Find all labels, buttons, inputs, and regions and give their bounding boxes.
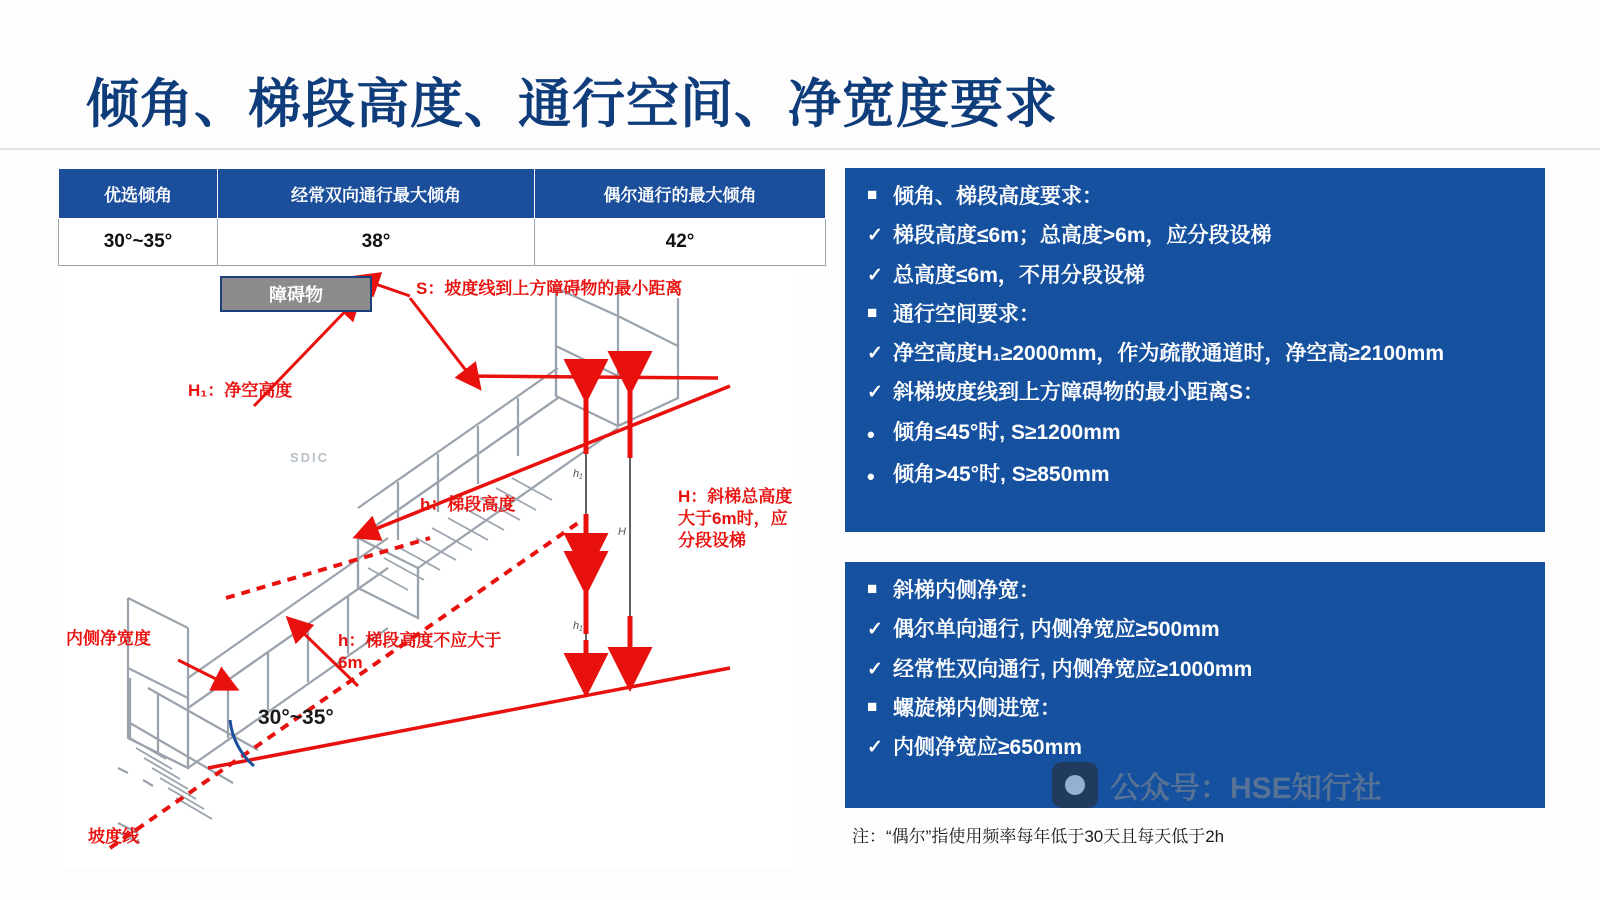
square-bullet-icon: ■ <box>867 696 878 716</box>
list-item <box>867 302 1523 328</box>
list-item-label: 偶尔单向通行, 内侧净宽应≥500mm <box>893 618 1220 642</box>
list-item-label: 斜梯内侧净宽： <box>893 579 1040 602</box>
table-header-cell: 偶尔通行的最大倾角 <box>535 169 826 219</box>
annotation-inner-clear-width: 内侧净宽度 <box>66 629 151 648</box>
list-item <box>867 341 1523 367</box>
list-item <box>867 263 1523 289</box>
list-item <box>867 420 1523 450</box>
list-item-label: 斜梯坡度线到上方障碍物的最小距离S： <box>893 381 1265 405</box>
list-item <box>867 578 1523 604</box>
check-bullet-icon: ✓ <box>867 737 883 758</box>
square-bullet-icon: ■ <box>867 302 878 322</box>
requirements-list <box>845 168 1545 492</box>
sdic-watermark: SDIC <box>290 450 330 465</box>
list-item <box>867 184 1523 210</box>
dot-bullet-icon: • <box>867 464 875 490</box>
wechat-logo-icon <box>1052 762 1098 808</box>
slope-line-dotted <box>110 523 578 848</box>
check-bullet-icon: ✓ <box>867 225 883 247</box>
annotation-h1-clear-height: H₁：净空高度 <box>188 381 293 400</box>
stair-diagram <box>58 268 798 868</box>
footnote: 注：“偶尔”指使用频率每年低于30天且每天低于2h <box>852 827 1225 846</box>
square-bullet-icon: ■ <box>867 579 878 598</box>
list-item-label: 梯段高度≤6m；总高度>6m，应分段设梯 <box>893 224 1272 248</box>
annotation-s-distance: S：坡度线到上方障碍物的最小距离 <box>416 279 683 298</box>
page-title: 倾角、梯段高度、通行空间、净宽度要求 <box>86 75 1058 134</box>
list-item-label: 倾角、梯段高度要求： <box>893 185 1103 208</box>
title-divider <box>0 148 1600 150</box>
dimension-h1-lower: h₁ <box>573 620 583 632</box>
list-item <box>867 223 1523 249</box>
list-item-label: 通行空间要求： <box>893 302 1040 326</box>
list-item-label: 螺旋梯内侧进宽： <box>893 696 1061 720</box>
table-cell: 38° <box>218 219 535 266</box>
list-item <box>867 657 1523 683</box>
table-header-cell: 经常双向通行最大倾角 <box>218 169 535 219</box>
check-bullet-icon: ✓ <box>867 343 883 364</box>
table-header-row <box>59 169 826 219</box>
annotation-angle-range: 30°~35° <box>258 706 334 729</box>
dot-bullet-icon: • <box>867 421 875 447</box>
check-bullet-icon: ✓ <box>867 658 883 680</box>
check-bullet-icon: ✓ <box>867 382 883 404</box>
list-item <box>867 617 1523 643</box>
check-bullet-icon: ✓ <box>867 264 883 286</box>
table-cell: 42° <box>535 219 826 266</box>
obstacle-label: 障碍物 <box>220 276 372 312</box>
annotation-h-flight-height: h：梯段高度 <box>420 495 516 514</box>
stair-drawing-svg <box>58 268 798 868</box>
annotation-slope-line: 坡度线 <box>88 827 139 846</box>
list-item <box>867 380 1523 406</box>
table-header-cell: 优选倾角 <box>59 169 218 219</box>
list-item-label: 倾角≤45°时, S≥1200mm <box>893 420 1121 444</box>
table-cell: 30°~35° <box>59 219 218 266</box>
list-item <box>867 735 1523 761</box>
list-item-label: 总高度≤6m，不用分段设梯 <box>893 263 1145 287</box>
angle-table <box>58 168 826 266</box>
annotation-h-total-height: H：斜梯总高度大于6m时，应分段设梯 <box>678 487 793 551</box>
list-item-label: 净空高度H₁≥2000mm，作为疏散通道时，净空高≥2100mm <box>893 342 1445 365</box>
list-item-label: 倾角>45°时, S≥850mm <box>893 463 1110 487</box>
square-bullet-icon: ■ <box>867 185 878 204</box>
check-bullet-icon: ✓ <box>867 619 883 641</box>
list-item <box>867 462 1523 492</box>
requirements-panel <box>845 168 1545 532</box>
dimension-h1-upper: h₁ <box>573 468 583 480</box>
dimension-H-total: H <box>618 526 626 538</box>
watermark-label: 公众号：HSE知行社 <box>1110 772 1382 805</box>
table-row <box>59 219 826 266</box>
list-item-label: 经常性双向通行, 内侧净宽应≥1000mm <box>893 657 1253 681</box>
watermark <box>1052 762 1382 808</box>
width-list <box>845 562 1545 761</box>
list-item-label: 内侧净宽应≥650mm <box>893 736 1082 759</box>
annotation-h-max-note: h：梯段高度不应大于6m <box>338 631 502 673</box>
list-item <box>867 696 1523 722</box>
